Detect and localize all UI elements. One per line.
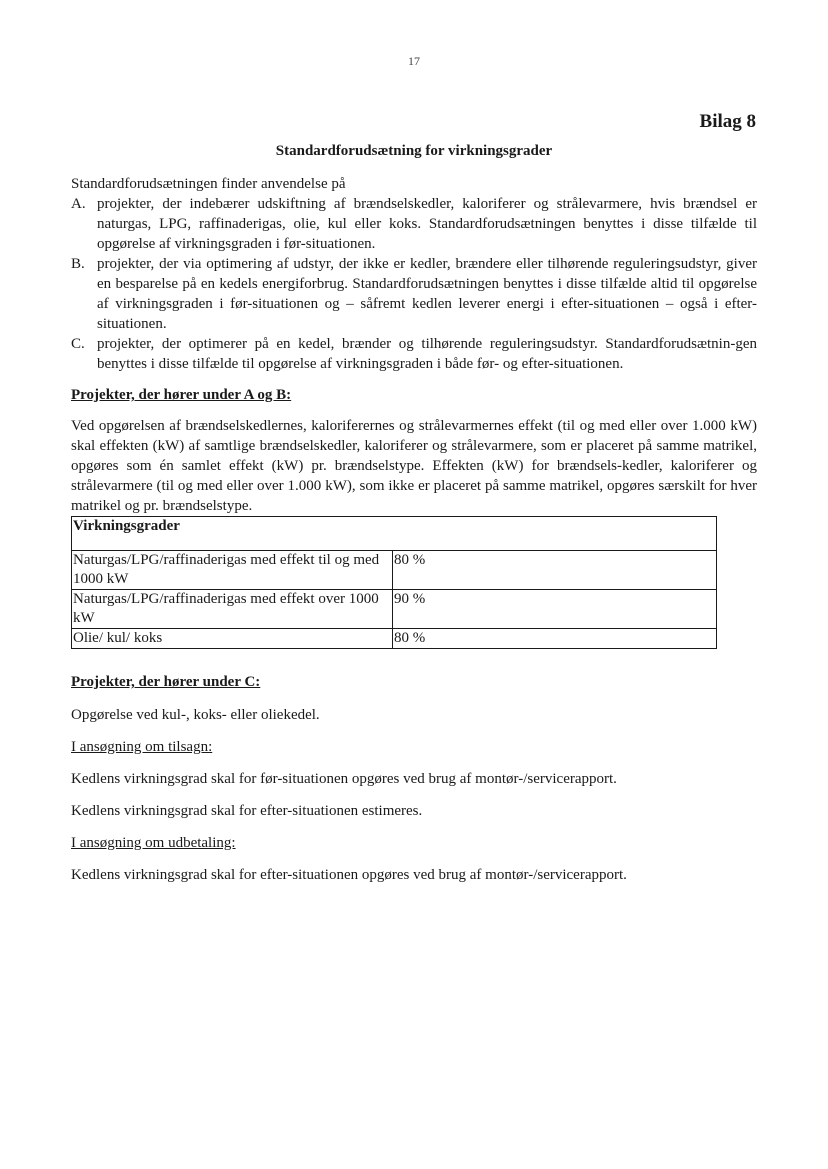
- clause-letter: A.: [71, 196, 86, 212]
- table-row: [72, 551, 717, 590]
- table-row: [72, 590, 717, 629]
- sub-heading-udbetaling: I ansøgning om udbetaling:: [71, 835, 236, 851]
- page-title: Standardforudsætning for virkningsgrader: [275, 143, 553, 159]
- clause-letter: B.: [71, 256, 85, 272]
- section-a-b-paragraph: Ved opgørelsen af brændselskedlernes, kaloriferernes og strålevarmernes effekt (til og med eller over 1.000 kW) skal effekten (kW) af samtlige brændselskedler, kaloriferer og strålevarmere, som er placeret på samme matrikel, opgøres som én samlet effekt (kW) pr. brændselstype. Effekten (kW) for brændsels-kedler, kaloriferer og strålevarmere (til og med eller over 1.000 kW), som ikke er placeret på samme matrikel, opgøres særskilt for hver matrikel og pr. brændselstype.: [71, 418, 757, 514]
- document-body: [71, 174, 757, 885]
- clause-text: projekter, der optimerer på en kedel, brænder og tilhørende reguleringsudstyr. Standardforudsætnin-gen benyttes i disse tilfælde til opgørelse af virkningsgraden i både før- og efter-situationen.: [97, 336, 757, 372]
- clause-item: [71, 254, 757, 334]
- table-cell-type: Naturgas/LPG/raffinaderigas med effekt over 1000 kW: [72, 590, 393, 629]
- table-header: Virkningsgrader: [72, 517, 717, 551]
- efficiency-table: [71, 516, 717, 649]
- clause-letter: C.: [71, 336, 85, 352]
- table-cell-type: Naturgas/LPG/raffinaderigas med effekt til og med 1000 kW: [72, 551, 393, 590]
- section-c-paragraph: Opgørelse ved kul-, koks- eller oliekedel.: [71, 707, 320, 723]
- section-c-paragraph: Kedlens virkningsgrad skal for før-situationen opgøres ved brug af montør-/servicerapport.: [71, 771, 617, 787]
- table-row: [72, 629, 717, 649]
- appendix-label: Bilag 8: [699, 111, 756, 132]
- clause-text: projekter, der via optimering af udstyr, der ikke er kedler, brændere eller tilhørende reguleringsudstyr, giver en besparelse på en kedels energiforbrug. Standardforudsætningen benyttes i disse tilfælde altid til opgørelse af virkningsgraden i før-situationen og – såfremt kedlen leverer energi i efter-situationen – også i efter-situationen.: [97, 256, 757, 332]
- table-cell-value: 90 %: [393, 590, 717, 629]
- table-cell-value: 80 %: [393, 629, 717, 649]
- clause-text: projekter, der indebærer udskiftning af brændselskedler, kaloriferer og strålevarmere, hvis brændsel er naturgas, LPG, raffinaderigas, olie, kul eller koks. Standardforudsætningen benyttes i disse tilfælde til opgørelse af virkningsgraden i før-situationen.: [97, 196, 757, 252]
- sub-heading-tilsagn: I ansøgning om tilsagn:: [71, 739, 213, 755]
- clause-list: [71, 194, 757, 374]
- table-cell-type: Olie/ kul/ koks: [72, 629, 393, 649]
- section-heading-c: Projekter, der hører under C:: [71, 674, 261, 690]
- intro-text: Standardforudsætningen finder anvendelse på: [71, 176, 346, 192]
- section-c-paragraph: Kedlens virkningsgrad skal for efter-situationen opgøres ved brug af montør-/servicerapport.: [71, 867, 627, 883]
- section-heading-a-b: Projekter, der hører under A og B:: [71, 387, 292, 403]
- section-c-paragraph: Kedlens virkningsgrad skal for efter-situationen estimeres.: [71, 803, 423, 819]
- clause-item: [71, 194, 757, 254]
- page-number: 17: [408, 54, 420, 68]
- table-cell-value: 80 %: [393, 551, 717, 590]
- table-header-row: [72, 517, 717, 551]
- clause-item: [71, 334, 757, 374]
